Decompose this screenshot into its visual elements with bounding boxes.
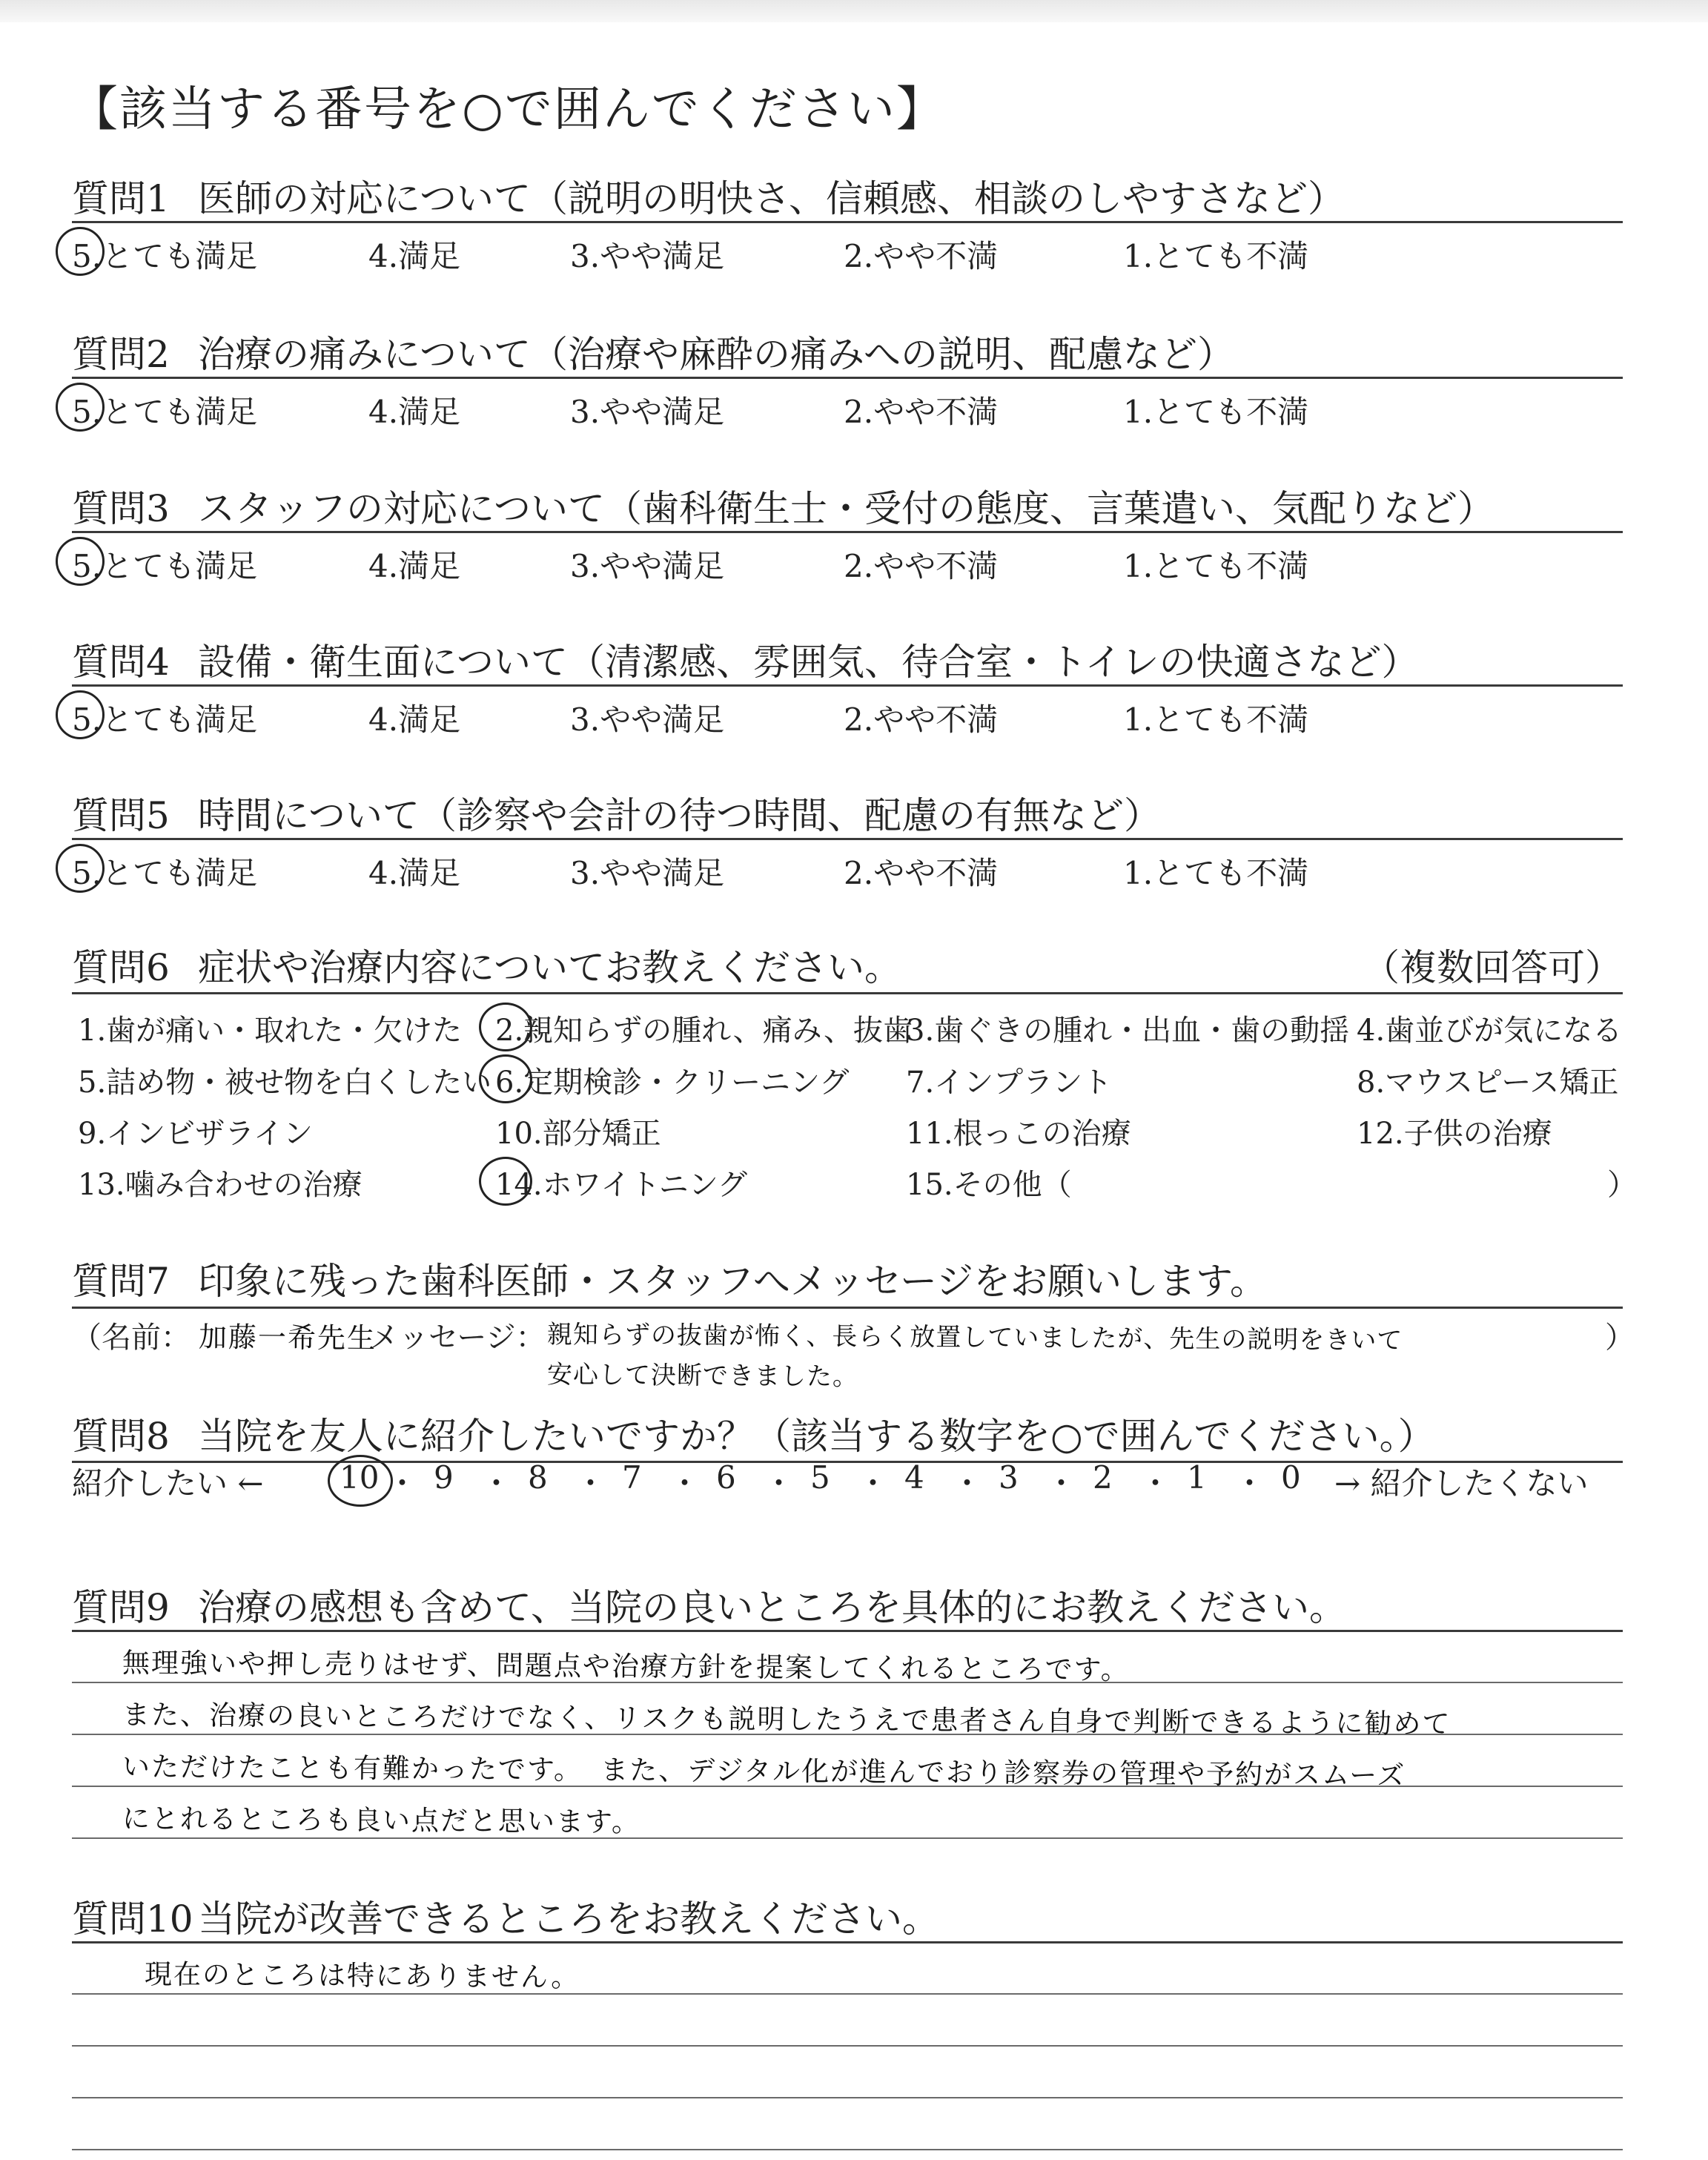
q2-text: 治療の痛みについて（治療や麻酔の痛みへの説明、配慮など） [198, 333, 1234, 376]
q7-message-label: メッセージ： [369, 1321, 546, 1355]
q9-text: 治療の感想も含めて、当院の良いところを具体的にお教えください。 [198, 1586, 1346, 1629]
q9-answer-line-3[interactable]: いただけたことも有難かったです。 また、デジタル化が進んでおり診察券の管理や予約がスムーズ [122, 1751, 1406, 1792]
q8-scale-7[interactable]: 7 [622, 1459, 642, 1496]
q8-scale-4[interactable]: 4 [904, 1459, 924, 1496]
q8-scale-dot: ・ [1234, 1465, 1265, 1502]
q8-scale-dot: ・ [669, 1465, 701, 1502]
q1-option-4[interactable]: 4.満足 [368, 238, 461, 274]
q8-scale-0[interactable]: 0 [1281, 1459, 1301, 1496]
q8-scale-dot: ・ [480, 1465, 512, 1502]
q7-close-paren: ） [1605, 1321, 1635, 1355]
q8-scale-dot: ・ [763, 1465, 795, 1502]
q1-option-1[interactable]: 1.とても不満 [1123, 238, 1309, 274]
q3-selected-circle [56, 537, 105, 586]
q6-item-12[interactable]: 12.子供の治療 [1357, 1117, 1552, 1151]
q9-rule [72, 1837, 1623, 1839]
q6-item-7[interactable]: 7.インプラント [906, 1066, 1113, 1100]
q6-item-10[interactable]: 10.部分矯正 [495, 1117, 661, 1151]
q2-selected-circle [56, 383, 105, 432]
q3-text: スタッフの対応について（歯科衛生士・受付の態度、言葉遣い、気配りなど） [198, 487, 1494, 530]
q6-multiple-note: （複数回答可） [1363, 946, 1622, 989]
q10-rule [72, 2149, 1623, 2150]
q1-option-3[interactable]: 3.やや満足 [570, 238, 725, 274]
q8-scale-6[interactable]: 6 [716, 1459, 736, 1496]
q3-rule [72, 531, 1623, 533]
q2-option-2[interactable]: 2.やや不満 [844, 394, 999, 430]
q8-left-label: 紹介したい ← [72, 1465, 264, 1502]
q5-option-3[interactable]: 3.やや満足 [570, 855, 725, 891]
q8-scale-dot: ・ [1139, 1465, 1171, 1502]
q8-scale-dot: ・ [575, 1465, 606, 1502]
q1-selected-circle [56, 227, 105, 276]
q9-number: 質問9 [72, 1586, 170, 1629]
q8-scale-dot: ・ [857, 1465, 889, 1502]
q8-text: 当院を友人に紹介したいですか？（該当する数字を○で囲んでください。） [198, 1415, 1435, 1458]
q4-option-1[interactable]: 1.とても不満 [1123, 701, 1309, 738]
q10-number: 質問10 [72, 1898, 193, 1941]
q2-option-1[interactable]: 1.とても不満 [1123, 394, 1309, 430]
q4-option-4[interactable]: 4.満足 [368, 701, 461, 738]
q3-option-2[interactable]: 2.やや不満 [844, 548, 999, 584]
q4-selected-circle [56, 690, 105, 739]
q6-item-4[interactable]: 4.歯並びが気になる [1357, 1014, 1623, 1048]
q4-rule [72, 684, 1623, 687]
q6-selected-circle-6 [479, 1054, 532, 1103]
q6-item-9[interactable]: 9.インビザライン [78, 1117, 313, 1151]
q6-heading [72, 938, 901, 991]
scan-top-edge [0, 0, 1708, 22]
q7-text: 印象に残った歯科医師・スタッフへメッセージをお願いします。 [198, 1260, 1267, 1303]
q10-rule [72, 1941, 1623, 1943]
q1-option-2[interactable]: 2.やや不満 [844, 238, 999, 274]
q6-item-11[interactable]: 11.根っこの治療 [906, 1117, 1131, 1151]
q8-scale-8[interactable]: 8 [528, 1459, 548, 1496]
page-title: 【該当する番号を○で囲んでください】 [70, 82, 945, 137]
q8-scale-dot: ・ [1045, 1465, 1077, 1502]
q5-option-1[interactable]: 1.とても不満 [1123, 855, 1309, 891]
q6-selected-circle-14 [479, 1157, 532, 1206]
q7-name-label: （名前： [72, 1321, 191, 1355]
q2-heading [72, 325, 1234, 378]
q8-scale-10[interactable]: 10 [340, 1459, 380, 1496]
q1-rule [72, 221, 1623, 223]
q6-item-5[interactable]: 5.詰め物・被せ物を白くしたい [78, 1066, 492, 1100]
q8-heading [72, 1407, 1435, 1460]
q8-number: 質問8 [72, 1415, 170, 1458]
q8-scale-1[interactable]: 1 [1187, 1459, 1207, 1496]
q8-scale-2[interactable]: 2 [1093, 1459, 1113, 1496]
q3-heading [72, 479, 1494, 532]
q9-answer-line-2[interactable]: また、治療の良いところだけでなく、リスクも説明したうえで患者さん自身で判断できるように勧めて [122, 1699, 1452, 1740]
q6-item-2[interactable]: 2.親知らずの腫れ、痛み、抜歯 [495, 1014, 913, 1048]
q5-option-2[interactable]: 2.やや不満 [844, 855, 999, 891]
q6-item-8[interactable]: 8.マウスピース矯正 [1357, 1066, 1619, 1100]
q6-item-6[interactable]: 6.定期検診・クリーニング [495, 1066, 850, 1100]
q8-scale-3[interactable]: 3 [999, 1459, 1019, 1496]
q2-option-3[interactable]: 3.やや満足 [570, 394, 725, 430]
q10-heading [72, 1889, 939, 1943]
q6-number: 質問6 [72, 946, 170, 989]
q4-option-2[interactable]: 2.やや不満 [844, 701, 999, 738]
q6-item-3[interactable]: 3.歯ぐきの腫れ・出血・歯の動揺 [906, 1014, 1350, 1048]
q10-answer-line-1[interactable]: 現在のところは特にありません。 [144, 1958, 580, 1994]
q2-rule [72, 377, 1623, 379]
q1-text: 医師の対応について（説明の明快さ、信頼感、相談のしやすさなど） [198, 177, 1345, 220]
q3-number: 質問3 [72, 487, 170, 530]
q5-text: 時間について（診察や会計の待つ時間、配慮の有無など） [198, 794, 1161, 837]
q4-option-3[interactable]: 3.やや満足 [570, 701, 725, 738]
q8-scale-dot: ・ [386, 1465, 418, 1502]
q5-rule [72, 838, 1623, 840]
q7-heading [72, 1252, 1267, 1305]
q4-text: 設備・衛生面について（清潔感、雰囲気、待合室・トイレの快適さなど） [198, 641, 1419, 684]
q6-selected-circle-2 [479, 1003, 532, 1051]
q9-rule [72, 1630, 1623, 1632]
q4-number: 質問4 [72, 641, 170, 684]
q8-scale-dot: ・ [951, 1465, 983, 1502]
q6-item-15[interactable]: 15.その他（ [906, 1168, 1072, 1202]
q10-text: 当院が改善できるところをお教えください。 [198, 1898, 939, 1941]
q7-message-line2[interactable]: 安心して決断できました。 [546, 1360, 859, 1392]
q4-option-5[interactable]: 5.とても満足 [72, 701, 258, 738]
q6-item-13[interactable]: 13.噛み合わせの治療 [78, 1168, 363, 1202]
q8-scale-9[interactable]: 9 [434, 1459, 454, 1496]
q9-heading [72, 1578, 1346, 1631]
q2-number: 質問2 [72, 333, 170, 376]
q4-heading [72, 633, 1419, 686]
q5-heading [72, 786, 1161, 839]
q9-answer-line-4[interactable]: にとれるところも良い点だと思います。 [122, 1803, 641, 1838]
q1-heading [72, 169, 1345, 222]
q9-answer-line-1[interactable]: 無理強いや押し売りはせず、問題点や治療方針を提案してくれるところです。 [122, 1647, 1130, 1686]
q5-number: 質問5 [72, 794, 170, 837]
q6-text: 症状や治療内容についてお教えください。 [198, 946, 901, 989]
q6-rule [72, 992, 1623, 994]
q7-rule [72, 1307, 1623, 1309]
q1-option-5[interactable]: 5.とても満足 [72, 238, 258, 274]
q3-option-5[interactable]: 5.とても満足 [72, 548, 258, 584]
q2-option-5[interactable]: 5.とても満足 [72, 394, 258, 430]
q6-item-14[interactable]: 14.ホワイトニング [495, 1168, 748, 1202]
q3-option-4[interactable]: 4.満足 [368, 548, 461, 584]
q7-name-value[interactable]: 加藤一希先生 [198, 1321, 377, 1355]
q2-option-4[interactable]: 4.満足 [368, 394, 461, 430]
q3-option-3[interactable]: 3.やや満足 [570, 548, 725, 584]
q8-scale-5[interactable]: 5 [810, 1459, 830, 1496]
q3-option-1[interactable]: 1.とても不満 [1123, 548, 1309, 584]
q10-rule [72, 2097, 1623, 2098]
q6-item-16[interactable]: ） [1607, 1168, 1637, 1202]
q5-selected-circle [56, 844, 105, 893]
q5-option-4[interactable]: 4.満足 [368, 855, 461, 891]
q7-message-line1[interactable]: 親知らずの抜歯が怖く、長らく放置していましたが、先生の説明をきいて [546, 1320, 1403, 1356]
q1-number: 質問1 [72, 177, 170, 220]
q8-selected-circle [328, 1455, 393, 1507]
q10-rule [72, 2045, 1623, 2047]
q6-item-1[interactable]: 1.歯が痛い・取れた・欠けた [78, 1014, 463, 1048]
q5-option-5[interactable]: 5.とても満足 [72, 855, 258, 891]
q8-right-label: → 紹介したくない [1334, 1465, 1589, 1502]
q10-rule [72, 1993, 1623, 1995]
q7-number: 質問7 [72, 1260, 170, 1303]
